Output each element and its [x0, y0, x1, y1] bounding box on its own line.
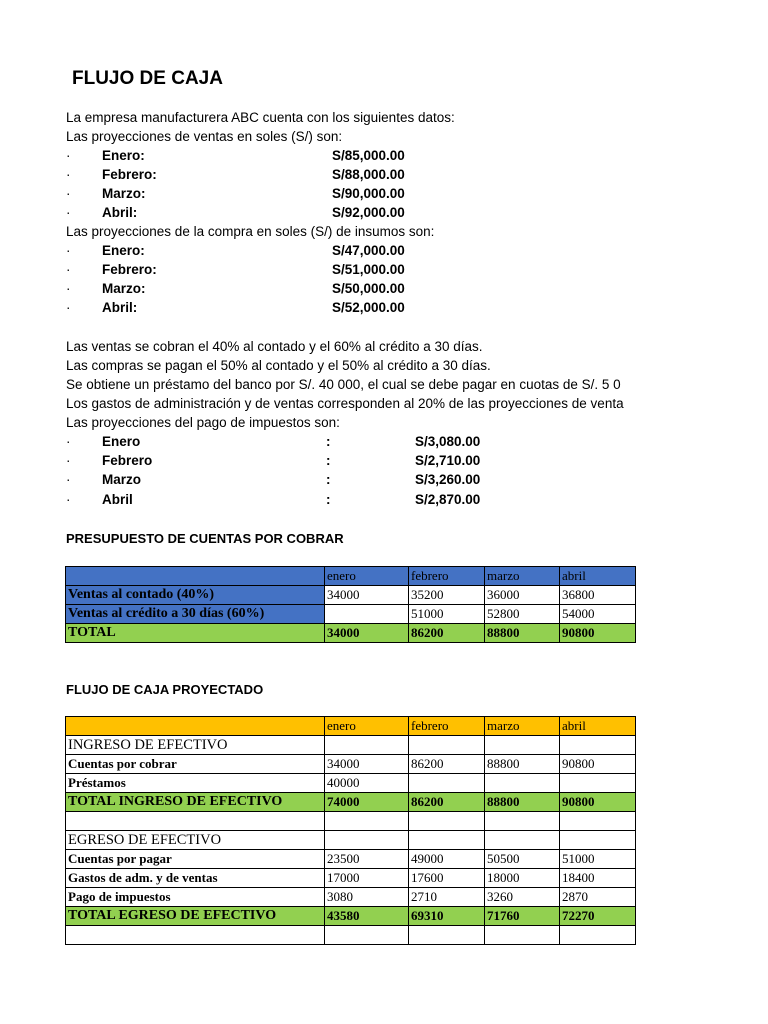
cell	[485, 926, 560, 945]
cell	[560, 831, 636, 850]
colon: :	[326, 434, 331, 449]
cell: 2870	[560, 888, 636, 907]
cell: 69310	[409, 907, 485, 926]
bullet: ·	[66, 434, 71, 449]
cell: 36800	[560, 586, 636, 605]
note-compras: Las compras se pagan el 50% al contado y el 50% al crédito a 30 días.	[66, 358, 491, 373]
cell: 34000	[325, 586, 409, 605]
cell	[325, 812, 409, 831]
bullet: ·	[66, 300, 71, 315]
cell: 17000	[325, 869, 409, 888]
cell: 18400	[560, 869, 636, 888]
colon: :	[326, 453, 331, 468]
cell: 86200	[409, 755, 485, 774]
month-header: enero	[325, 567, 409, 586]
table-row	[66, 605, 636, 624]
cell	[485, 812, 560, 831]
row-label: Gastos de adm. y de ventas	[66, 869, 325, 888]
cell: 17600	[409, 869, 485, 888]
ventas-amount: S/85,000.00	[332, 148, 405, 163]
table-row	[66, 850, 636, 869]
ventas-month: Febrero:	[102, 167, 157, 182]
note-ventas: Las ventas se cobran el 40% al contado y el 60% al crédito a 30 días.	[66, 339, 483, 354]
table-row	[66, 774, 636, 793]
cell: 72270	[560, 907, 636, 926]
ventas-month: Abril:	[102, 205, 138, 220]
bullet: ·	[66, 262, 71, 277]
cell	[66, 926, 325, 945]
month-header: febrero	[409, 567, 485, 586]
cell	[409, 774, 485, 793]
cell: 88800	[485, 624, 560, 643]
note-impuestos: Las proyecciones del pago de impuestos son:	[66, 415, 340, 430]
cell	[409, 812, 485, 831]
month-header: marzo	[485, 567, 560, 586]
cell: 54000	[560, 605, 636, 624]
impuesto-amount: S/3,080.00	[415, 434, 481, 449]
impuesto-month: Enero	[102, 434, 141, 449]
row-label: Ventas al contado (40%)	[66, 586, 325, 605]
compras-amount: S/50,000.00	[332, 281, 405, 296]
compras-month: Abril:	[102, 300, 138, 315]
cobrar-table	[65, 566, 636, 643]
flujo-heading: FLUJO DE CAJA PROYECTADO	[66, 682, 264, 697]
ventas-amount: S/88,000.00	[332, 167, 405, 182]
cell: 52800	[485, 605, 560, 624]
total-row	[66, 907, 636, 926]
cell: 49000	[409, 850, 485, 869]
month-header: abril	[560, 717, 636, 736]
bullet: ·	[66, 167, 71, 182]
row-label: TOTAL INGRESO DE EFECTIVO	[66, 793, 325, 812]
row-label: Cuentas por cobrar	[66, 755, 325, 774]
compras-month: Enero:	[102, 243, 145, 258]
flujo-table	[65, 716, 636, 945]
cell: 86200	[409, 624, 485, 643]
cell: 3260	[485, 888, 560, 907]
cell: 23500	[325, 850, 409, 869]
total-row	[66, 624, 636, 643]
cell: 50500	[485, 850, 560, 869]
month-header: febrero	[409, 717, 485, 736]
impuesto-month: Abril	[102, 492, 133, 507]
cobrar-header-row	[66, 567, 636, 586]
ventas-amount: S/90,000.00	[332, 186, 405, 201]
cell: 18000	[485, 869, 560, 888]
note-prestamo: Se obtiene un préstamo del banco por S/. 40 000, el cual se debe pagar en cuotas de S/. 5 0	[66, 377, 621, 392]
cell	[560, 736, 636, 755]
cell: 43580	[325, 907, 409, 926]
header-blank	[66, 717, 325, 736]
cell: 90800	[560, 755, 636, 774]
row-label: Ventas al crédito a 30 días (60%)	[66, 605, 325, 624]
intro-text: La empresa manufacturera ABC cuenta con los siguientes datos:	[66, 110, 455, 125]
cell: 86200	[409, 793, 485, 812]
empty-row	[66, 926, 636, 945]
impuesto-month: Marzo	[102, 472, 142, 487]
colon: :	[326, 492, 331, 507]
row-label: Préstamos	[66, 774, 325, 793]
flujo-header-row	[66, 717, 636, 736]
impuesto-month: Febrero	[102, 453, 153, 468]
cell: 35200	[409, 586, 485, 605]
cell: 51000	[560, 850, 636, 869]
impuesto-amount: S/2,710.00	[415, 453, 481, 468]
row-label: TOTAL	[66, 624, 325, 643]
ingreso-title: INGRESO DE EFECTIVO	[66, 736, 325, 755]
ventas-heading: Las proyecciones de ventas en soles (S/) son:	[66, 129, 343, 144]
egreso-title: EGRESO DE EFECTIVO	[66, 831, 325, 850]
cell: 90800	[560, 624, 636, 643]
row-label: Cuentas por pagar	[66, 850, 325, 869]
compras-amount: S/47,000.00	[332, 243, 405, 258]
cell	[485, 736, 560, 755]
cell	[560, 812, 636, 831]
cell: 51000	[409, 605, 485, 624]
table-row	[66, 755, 636, 774]
cell: 2710	[409, 888, 485, 907]
impuesto-amount: S/3,260.00	[415, 472, 481, 487]
month-header: enero	[325, 717, 409, 736]
cell: 90800	[560, 793, 636, 812]
note-gastos: Los gastos de administración y de ventas corresponden al 20% de las proyecciones de venta	[66, 396, 624, 411]
row-label: Pago de impuestos	[66, 888, 325, 907]
ventas-month: Marzo:	[102, 186, 146, 201]
empty-row	[66, 812, 636, 831]
cell: 34000	[325, 624, 409, 643]
total-row	[66, 793, 636, 812]
cell	[409, 926, 485, 945]
cell	[485, 774, 560, 793]
cell	[560, 774, 636, 793]
cell: 36000	[485, 586, 560, 605]
cell: 88800	[485, 793, 560, 812]
cell	[485, 831, 560, 850]
page-title: FLUJO DE CAJA	[72, 68, 223, 89]
cell	[325, 926, 409, 945]
cell	[560, 926, 636, 945]
cell	[409, 831, 485, 850]
bullet: ·	[66, 205, 71, 220]
cell	[325, 736, 409, 755]
ventas-amount: S/92,000.00	[332, 205, 405, 220]
compras-amount: S/51,000.00	[332, 262, 405, 277]
cobrar-heading: PRESUPUESTO DE CUENTAS POR COBRAR	[66, 531, 344, 546]
cell	[325, 831, 409, 850]
cell: 34000	[325, 755, 409, 774]
cell: 40000	[325, 774, 409, 793]
compras-heading: Las proyecciones de la compra en soles (S/) de insumos son:	[66, 224, 435, 239]
ventas-month: Enero:	[102, 148, 145, 163]
cell: 71760	[485, 907, 560, 926]
header-blank	[66, 567, 325, 586]
section-row	[66, 736, 636, 755]
bullet: ·	[66, 453, 71, 468]
impuesto-amount: S/2,870.00	[415, 492, 481, 507]
bullet: ·	[66, 281, 71, 296]
bullet: ·	[66, 186, 71, 201]
month-header: marzo	[485, 717, 560, 736]
compras-amount: S/52,000.00	[332, 300, 405, 315]
colon: :	[326, 472, 331, 487]
cell	[325, 605, 409, 624]
compras-month: Marzo:	[102, 281, 146, 296]
cell: 3080	[325, 888, 409, 907]
bullet: ·	[66, 492, 71, 507]
row-label: TOTAL EGRESO DE EFECTIVO	[66, 907, 325, 926]
table-row	[66, 888, 636, 907]
month-header: abril	[560, 567, 636, 586]
cell	[409, 736, 485, 755]
cell	[66, 812, 325, 831]
table-row	[66, 586, 636, 605]
section-row	[66, 831, 636, 850]
table-row	[66, 869, 636, 888]
cell: 88800	[485, 755, 560, 774]
cell: 74000	[325, 793, 409, 812]
compras-month: Febrero:	[102, 262, 157, 277]
bullet: ·	[66, 472, 71, 487]
bullet: ·	[66, 243, 71, 258]
bullet: ·	[66, 148, 71, 163]
